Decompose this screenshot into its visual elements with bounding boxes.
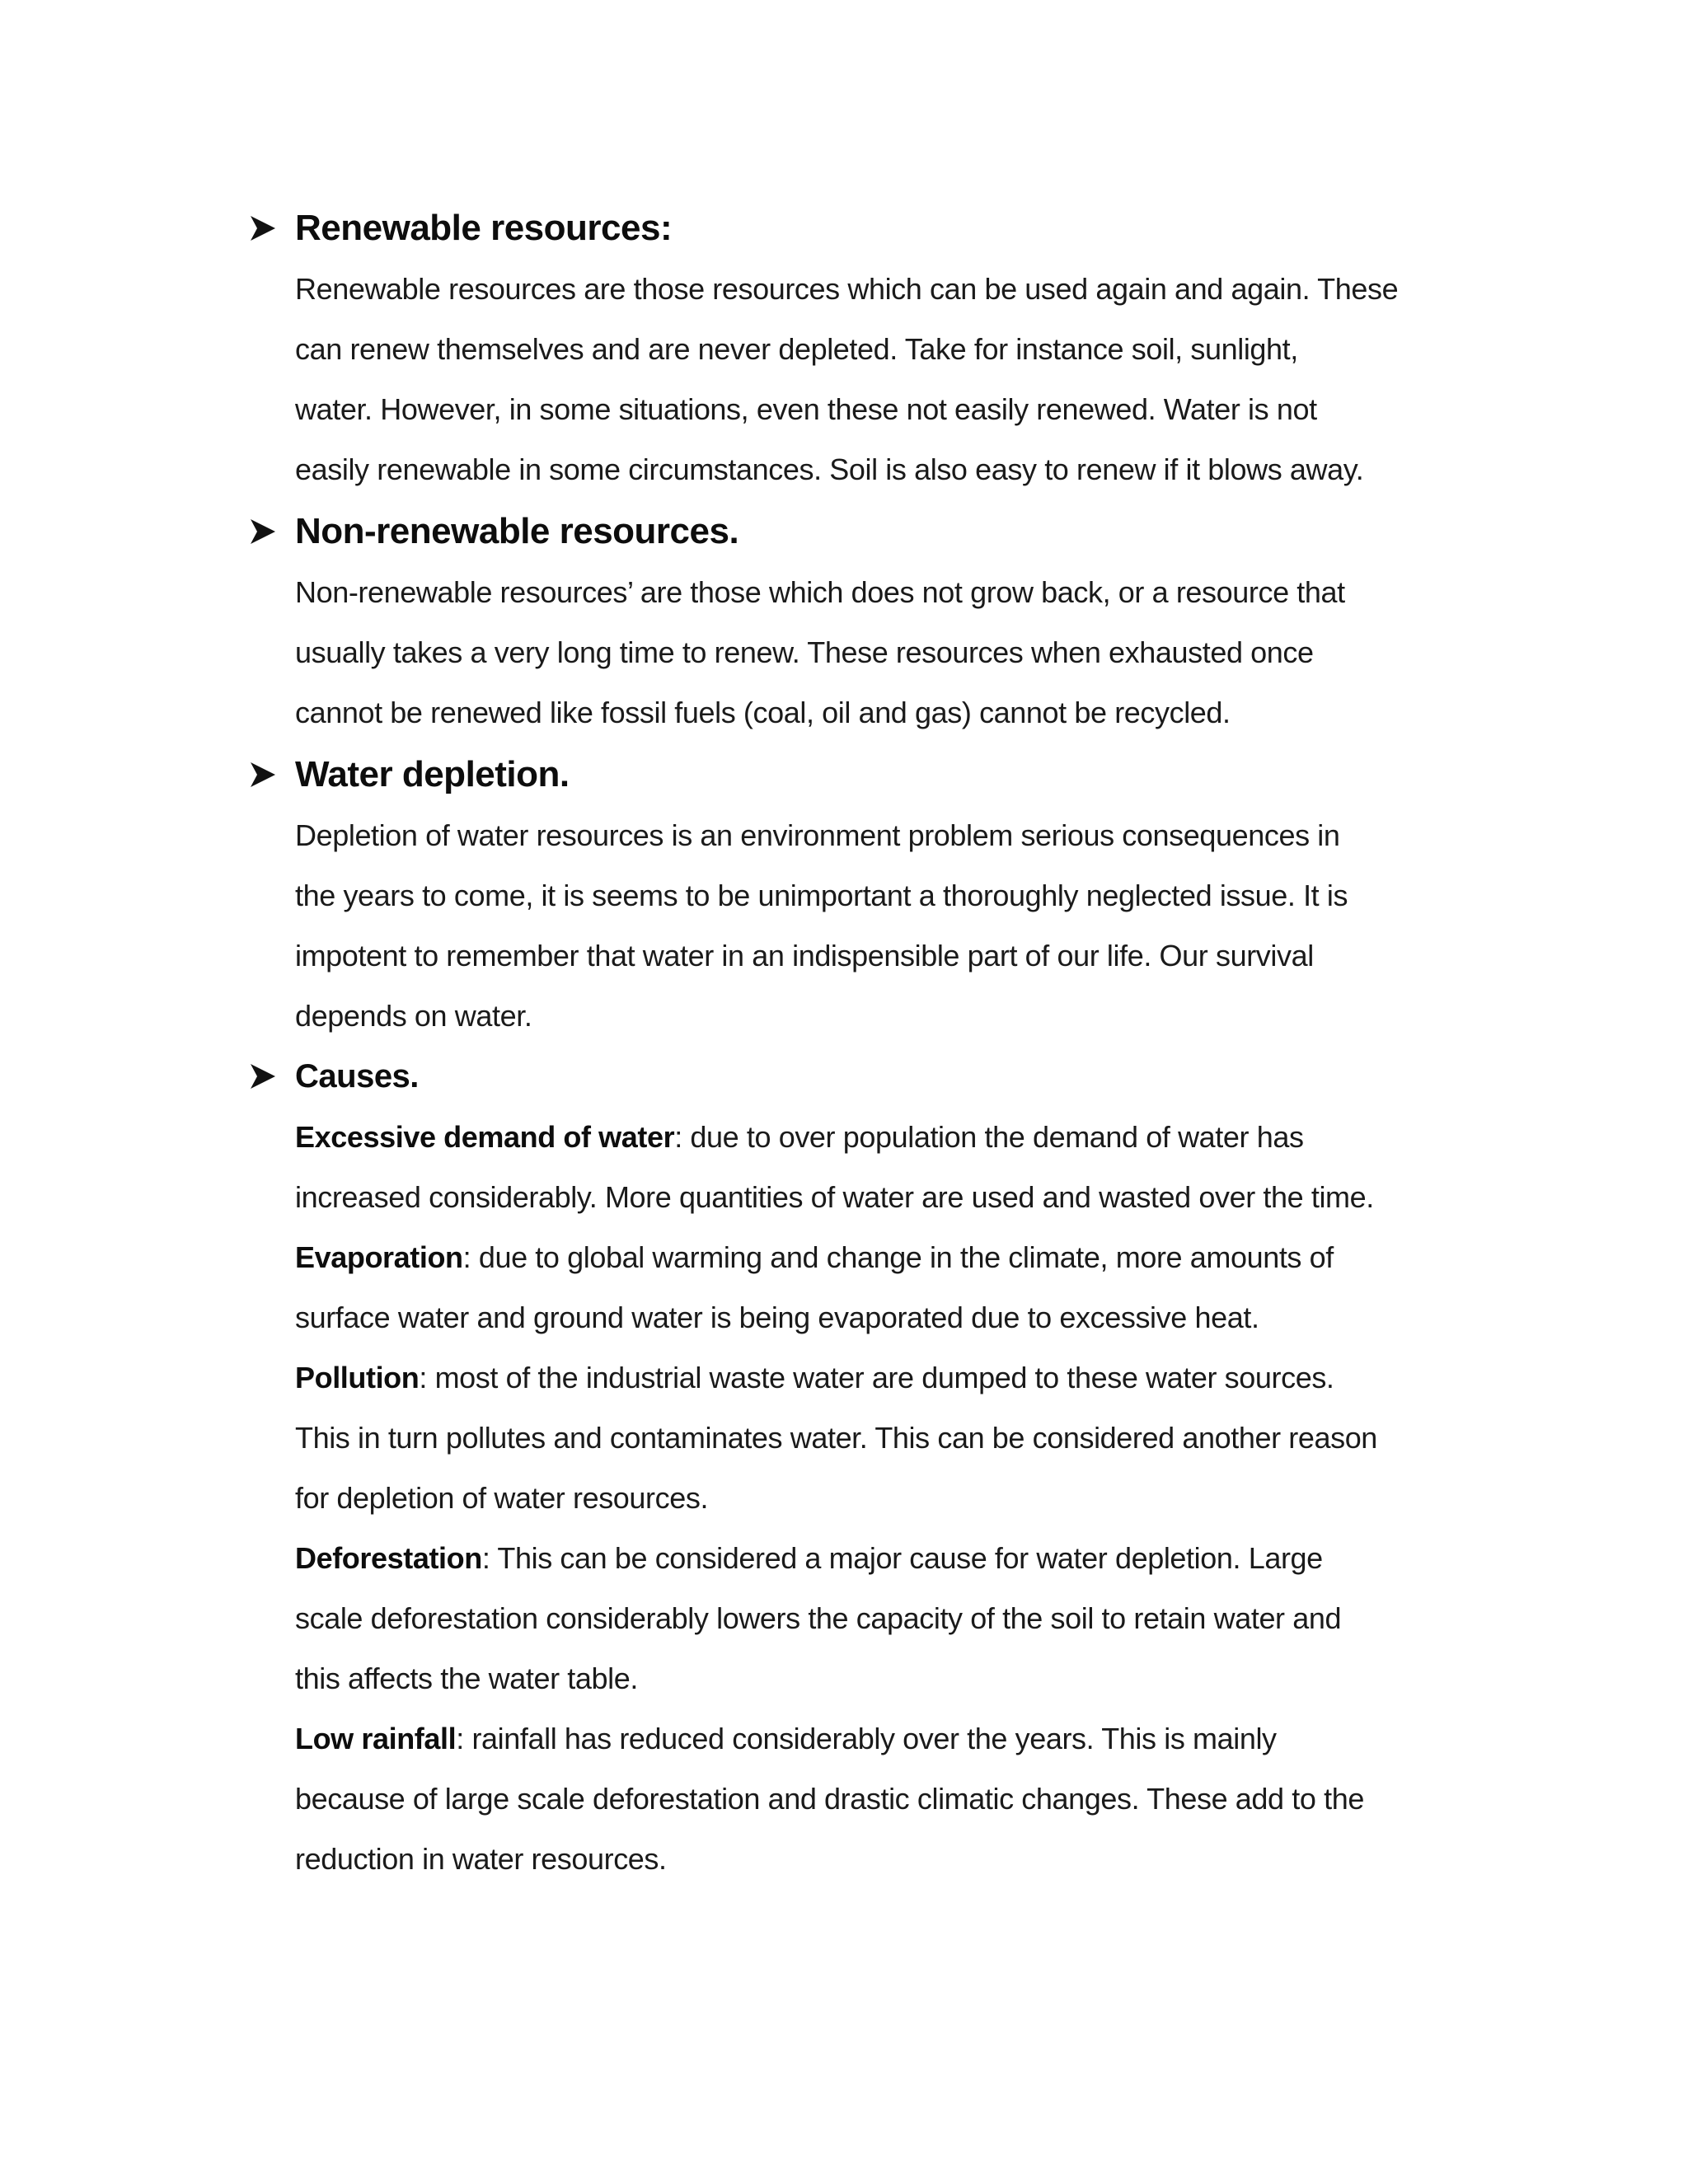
cause-term: Deforestation (295, 1541, 482, 1575)
paragraph-line: This in turn pollutes and contaminates water. This can be considered another reason (295, 1421, 1377, 1455)
arrowhead-bullet-icon (246, 744, 279, 805)
paragraph-line: can renew themselves and are never depleted. Take for instance soil, sunlight, (295, 332, 1298, 366)
cause-item (295, 1708, 1457, 1889)
section-header (295, 744, 1457, 805)
cause-text: : due to over population the demand of water has (674, 1120, 1304, 1154)
section-heading: Water depletion. (295, 754, 570, 794)
paragraph-line: because of large scale deforestation and drastic climatic changes. These add to the (295, 1782, 1364, 1816)
paragraph-line: Depletion of water resources is an environment problem serious consequences in (295, 818, 1340, 852)
paragraph-line: surface water and ground water is being evaporated due to excessive heat. (295, 1301, 1259, 1334)
section-paragraph (295, 562, 1457, 743)
paragraph-line: impotent to remember that water in an indispensible part of our life. Our survival (295, 939, 1314, 972)
cause-item (295, 1227, 1457, 1347)
cause-text: : most of the industrial waste water are dumped to these water sources. (419, 1361, 1334, 1394)
paragraph-line: reduction in water resources. (295, 1842, 667, 1876)
cause-text: : This can be considered a major cause for water depletion. Large (481, 1541, 1323, 1575)
cause-text: : rainfall has reduced considerably over the years. This is mainly (456, 1722, 1277, 1755)
paragraph-line (295, 1708, 1457, 1769)
section-renewable-resources (295, 198, 1457, 499)
arrowhead-bullet-icon (246, 198, 279, 259)
section-non-renewable-resources (295, 501, 1457, 743)
paragraph-line: usually takes a very long time to renew. These resources when exhausted once (295, 635, 1314, 669)
cause-term: Evaporation (295, 1240, 463, 1274)
cause-term: Excessive demand of water (295, 1120, 675, 1154)
paragraph-line: cannot be renewed like fossil fuels (coal, oil and gas) cannot be recycled. (295, 696, 1231, 729)
cause-item (295, 1107, 1457, 1227)
section-heading: Renewable resources: (295, 208, 673, 248)
paragraph-line: easily renewable in some circumstances. Soil is also easy to renew if it blows away. (295, 452, 1364, 486)
paragraph-line: scale deforestation considerably lowers the capacity of the soil to retain water and (295, 1601, 1342, 1635)
paragraph-line: water. However, in some situations, even these not easily renewed. Water is not (295, 392, 1317, 426)
arrowhead-bullet-icon (246, 1046, 279, 1107)
section-causes (295, 1046, 1457, 1889)
paragraph-line: for depletion of water resources. (295, 1481, 709, 1515)
section-heading: Non-renewable resources. (295, 511, 739, 551)
cause-text: : due to global warming and change in the climate, more amounts of (462, 1240, 1334, 1274)
paragraph-line: depends on water. (295, 999, 532, 1033)
paragraph-line (295, 1347, 1457, 1408)
section-header (295, 198, 1457, 259)
paragraph-line (295, 1227, 1457, 1287)
paragraph-line: Non-renewable resources’ are those which does not grow back, or a resource that (295, 575, 1345, 609)
section-water-depletion (295, 744, 1457, 1046)
section-heading: Causes. (295, 1058, 419, 1094)
paragraph-line (295, 1107, 1457, 1167)
paragraph-line: the years to come, it is seems to be unimportant a thoroughly neglected issue. It is (295, 879, 1348, 912)
cause-term: Pollution (295, 1361, 420, 1394)
cause-term: Low rainfall (295, 1722, 457, 1755)
cause-item (295, 1347, 1457, 1528)
cause-item (295, 1528, 1457, 1708)
section-header (295, 501, 1457, 562)
paragraph-line: Renewable resources are those resources which can be used again and again. These (295, 272, 1399, 306)
arrowhead-bullet-icon (246, 501, 279, 562)
section-paragraph (295, 259, 1457, 499)
section-paragraph (295, 805, 1457, 1046)
causes-list (295, 1107, 1457, 1889)
paragraph-line (295, 1528, 1457, 1588)
section-header (295, 1046, 1457, 1107)
paragraph-line: this affects the water table. (295, 1661, 638, 1695)
paragraph-line: increased considerably. More quantities of water are used and wasted over the time. (295, 1180, 1374, 1214)
